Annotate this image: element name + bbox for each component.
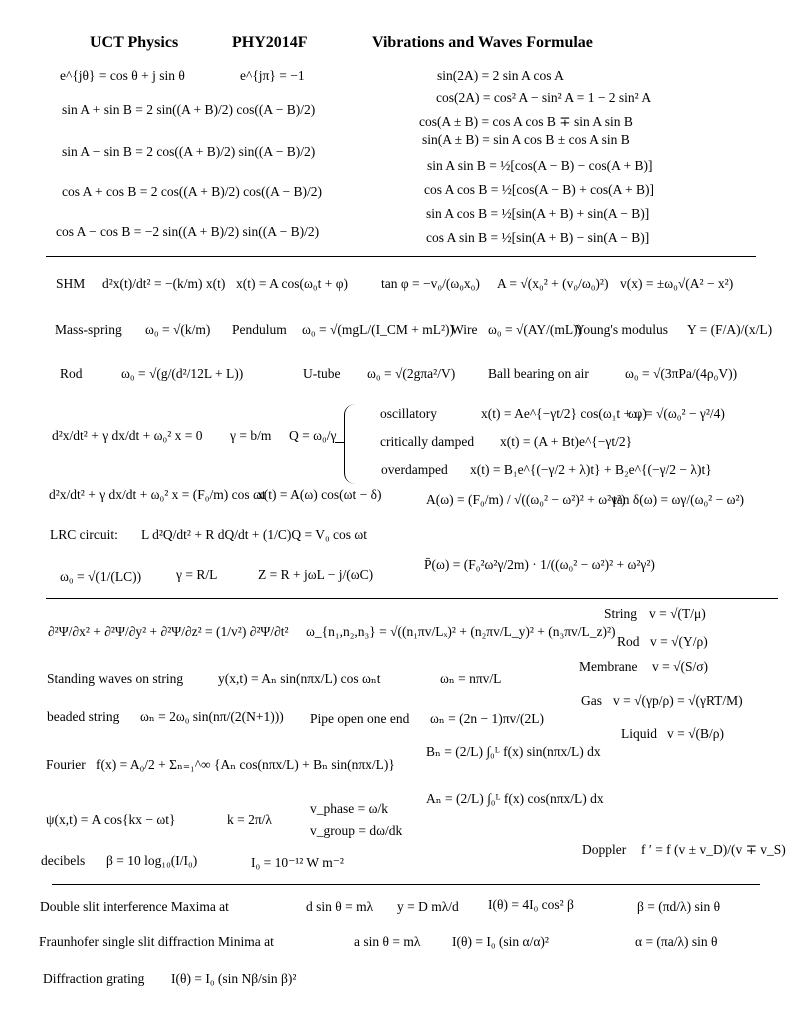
divider-3 [52, 884, 760, 885]
rod-speed-label: Rod [617, 634, 640, 649]
ball-bearing-label: Ball bearing on air [488, 366, 589, 381]
double-angle-cos: cos(2A) = cos² A − sin² A = 1 − 2 sin² A [436, 90, 652, 105]
damped-equation: d²x/dt² + γ dx/dt + ω₀² x = 0 [52, 428, 203, 443]
standing-waves-label: Standing waves on string [47, 671, 184, 686]
group-velocity: v_group = dω/dk [310, 823, 403, 838]
header-institution: UCT Physics [90, 34, 179, 51]
product-sin-cos: sin A cos B = ½[sin(A + B) + sin(A − B)] [426, 206, 650, 221]
pendulum-label: Pendulum [232, 322, 287, 337]
fourier-an: Aₙ = (2/L) ∫₀ᴸ f(x) cos(nπx/L) dx [426, 791, 604, 806]
cos-sum: cos(A ± B) = cos A cos B ∓ sin A sin B [419, 114, 633, 129]
product-sin-sin: sin A sin B = ½[cos(A − B) − cos(A + B)] [427, 158, 653, 173]
header-course: PHY2014F [232, 34, 308, 51]
fringe-position: y = D mλ/d [397, 899, 459, 914]
shm-amplitude: A = √(x₀² + (v₀/ω₀)²) [497, 276, 609, 291]
cavity-modes: ω_{n₁,n₂,n₃} = √((n₁πv/Lₓ)² + (n₂πv/L_y)² + (n₃πv/L_z)²) [306, 624, 616, 639]
liquid-speed: v = √(B/ρ) [667, 726, 725, 741]
doppler-formula: f ′ = f (v ± v_D)/(v ∓ v_S) [641, 842, 786, 857]
pipe-label: Pipe open one end [310, 711, 410, 726]
lrc-equation: L d²Q/dt² + R dQ/dt + (1/C)Q = V₀ cos ωt [141, 527, 368, 542]
phase-velocity: v_phase = ω/k [310, 801, 388, 816]
forced-phase: tan δ(ω) = ωγ/(ω₀² − ω²) [613, 492, 744, 507]
pipe-formula: ωₙ = (2n − 1)πv/(2L) [430, 711, 544, 726]
damping-brace [344, 404, 355, 484]
double-slit-beta: β = (πd/λ) sin θ [637, 899, 721, 914]
wave-equation: ∂²Ψ/∂x² + ∂²Ψ/∂y² + ∂²Ψ/∂z² = (1/v²) ∂²Ψ/∂t² [48, 624, 289, 639]
rod-speed: v = √(Y/ρ) [650, 634, 708, 649]
rod-label: Rod [60, 366, 83, 381]
shm-phase: tan φ = −v₀/(ω₀x₀) [381, 276, 480, 291]
shm-label: SHM [56, 276, 86, 291]
double-slit-label: Double slit interference Maxima at [40, 899, 229, 914]
wavenumber: k = 2π/λ [227, 812, 272, 827]
sum-sin: sin A + sin B = 2 sin((A + B)/2) cos((A − B)/2) [62, 102, 316, 117]
oscillatory-label: oscillatory [380, 406, 437, 421]
grating-label: Diffraction grating [43, 971, 145, 986]
critically-damped-formula: x(t) = (A + Bt)e^{−γt/2} [500, 434, 633, 449]
membrane-label: Membrane [579, 659, 638, 674]
mass-spring-formula: ω₀ = √(k/m) [145, 322, 211, 337]
forced-equation: d²x/dt² + γ dx/dt + ω₀² x = (F₀/m) cos ωt [49, 487, 266, 502]
shm-equation: d²x(t)/dt² = −(k/m) x(t) [102, 276, 226, 291]
fourier-bn: Bₙ = (2/L) ∫₀ᴸ f(x) sin(nπx/L) dx [426, 744, 601, 759]
membrane-speed: v = √(S/σ) [652, 659, 709, 674]
fraunhofer-label: Fraunhofer single slit diffraction Minima at [39, 934, 274, 949]
shm-solution: x(t) = A cos(ω₀t + φ) [236, 276, 348, 291]
euler-identity: e^{jπ} = −1 [240, 68, 305, 83]
overdamped-label: overdamped [381, 462, 448, 477]
damped-frequency: ω₁ = √(ω₀² − γ²/4) [628, 406, 725, 421]
decibels-label: decibels [41, 853, 86, 868]
decibels-formula: β = 10 log₁₀(I/I₀) [106, 853, 198, 868]
travelling-wave: ψ(x,t) = A cos{kx − ωt} [46, 812, 176, 827]
forced-amplitude: A(ω) = (F₀/m) / √((ω₀² − ω²)² + ω²γ²) [426, 492, 626, 507]
damping-gamma: γ = b/m [230, 428, 272, 443]
divider-1 [46, 256, 756, 257]
ball-bearing-formula: ω₀ = √(3πPa/(4ρ₀V)) [625, 366, 738, 381]
standing-waves-formula: y(x,t) = Aₙ sin(nπx/L) cos ωₙt [218, 671, 381, 686]
beaded-string-label: beaded string [47, 709, 120, 724]
shm-velocity: v(x) = ±ω₀√(A² − x²) [620, 276, 734, 291]
string-speed: v = √(T/μ) [649, 606, 706, 621]
gas-label: Gas [581, 693, 602, 708]
forced-solution: x(t) = A(ω) cos(ωt − δ) [257, 487, 382, 502]
doppler-label: Doppler [582, 842, 627, 857]
product-cos-cos: cos A cos B = ½[cos(A − B) + cos(A + B)] [424, 182, 654, 197]
overdamped-formula: x(t) = B₁e^{(−γ/2 + λ)t} + B₂e^{(−γ/2 − λ)t} [470, 462, 712, 477]
sum-cos: cos A + cos B = 2 cos((A + B)/2) cos((A − B)/2) [62, 184, 322, 199]
single-slit-intensity: I(θ) = I₀ (sin α/α)² [452, 934, 549, 949]
rod-formula: ω₀ = √(g/(d²/12L + L)) [121, 366, 244, 381]
lrc-gamma: γ = R/L [176, 567, 218, 582]
mean-power: P̄(ω) = (F₀²ω²γ/2m) · 1/((ω₀² − ω²)² + ω²γ²) [424, 557, 655, 572]
single-slit-minima: a sin θ = mλ [354, 934, 421, 949]
utube-formula: ω₀ = √(2gπa²/V) [367, 366, 456, 381]
diff-sin: sin A − sin B = 2 cos((A + B)/2) sin((A − B)/2) [62, 144, 316, 159]
fourier-series: f(x) = A₀/2 + Σₙ₌₁^∞ {Aₙ cos(nπx/L) + Bₙ sin(nπx/L)} [96, 757, 395, 772]
fourier-label: Fourier [46, 757, 86, 772]
string-label: String [604, 606, 638, 621]
mass-spring-label: Mass-spring [55, 322, 122, 337]
double-slit-intensity: I(θ) = 4I₀ cos² β [488, 897, 574, 912]
pendulum-formula: ω₀ = √(mgL/(I_CM + mL²)) [302, 322, 455, 337]
quality-factor: Q = ω₀/γ [289, 428, 337, 443]
critically-damped-label: critically damped [380, 434, 475, 449]
gas-speed: v = √(γp/ρ) = √(γRT/M) [613, 693, 743, 708]
sin-sum: sin(A ± B) = sin A cos B ± cos A sin B [422, 132, 630, 147]
grating-intensity: I(θ) = I₀ (sin Nβ/sin β)² [171, 971, 297, 986]
reference-intensity: I₀ = 10⁻¹² W m⁻² [251, 855, 344, 870]
liquid-label: Liquid [621, 726, 657, 741]
euler-formula: e^{jθ} = cos θ + j sin θ [60, 68, 185, 83]
double-slit-maxima: d sin θ = mλ [306, 899, 374, 914]
beaded-string-formula: ωₙ = 2ω₀ sin(nπ/(2(N+1))) [140, 709, 284, 724]
lrc-omega0: ω₀ = √(1/(LC)) [60, 569, 142, 584]
oscillatory-formula: x(t) = Ae^{−γt/2} cos(ω₁t + φ) [481, 406, 647, 421]
utube-label: U-tube [303, 366, 341, 381]
wire-label: Wire [451, 322, 478, 337]
product-cos-sin: cos A sin B = ½[sin(A + B) − sin(A − B)] [426, 230, 650, 245]
single-slit-alpha: α = (πa/λ) sin θ [635, 934, 718, 949]
youngs-modulus-label: Young's modulus [575, 322, 668, 337]
impedance: Z = R + jωL − j/(ωC) [258, 567, 374, 582]
lrc-label: LRC circuit: [50, 527, 118, 542]
header-title: Vibrations and Waves Formulae [372, 34, 593, 51]
wire-formula: ω₀ = √(AY/(mL)) [488, 322, 583, 337]
standing-waves-frequency: ωₙ = nπv/L [440, 671, 502, 686]
double-angle-sin: sin(2A) = 2 sin A cos A [437, 68, 564, 83]
divider-2 [46, 598, 778, 599]
diff-cos: cos A − cos B = −2 sin((A + B)/2) sin((A − B)/2) [56, 224, 320, 239]
youngs-modulus-formula: Y = (F/A)/(x/L) [687, 322, 773, 337]
